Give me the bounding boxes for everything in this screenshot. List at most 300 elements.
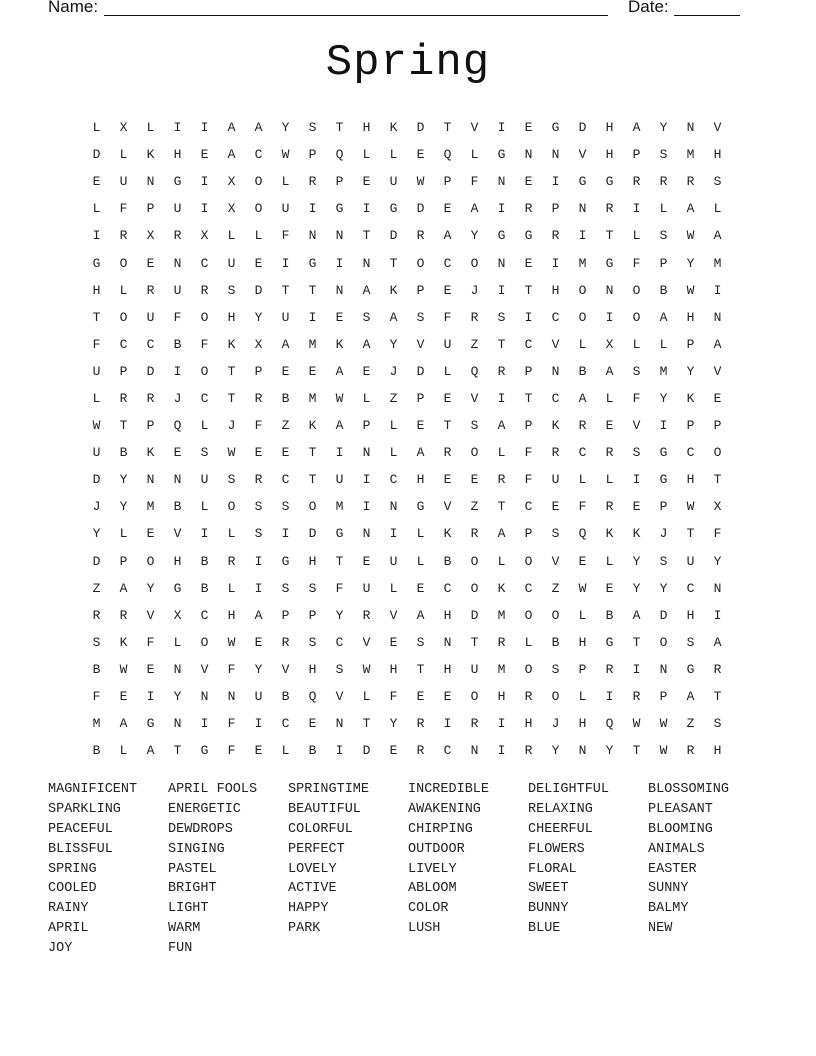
grid-cell: I — [335, 743, 344, 759]
grid-cell: R — [713, 661, 722, 677]
grid-cell: L — [119, 526, 128, 542]
grid-cell: L — [578, 336, 587, 352]
grid-cell: L — [119, 147, 128, 163]
grid-cell: R — [497, 472, 506, 488]
grid-cell: Y — [335, 607, 344, 623]
grid-cell: E — [605, 580, 614, 596]
grid-cell: H — [551, 282, 560, 298]
grid-cell: X — [227, 174, 236, 190]
grid-cell: O — [659, 634, 668, 650]
grid-cell: K — [686, 390, 695, 406]
grid-cell: R — [632, 174, 641, 190]
grid-cell: I — [362, 499, 371, 515]
grid-cell: X — [254, 336, 263, 352]
grid-cell: O — [632, 282, 641, 298]
grid-cell: K — [605, 526, 614, 542]
grid-cell: T — [686, 526, 695, 542]
grid-cell: P — [551, 201, 560, 217]
grid-cell: N — [389, 499, 398, 515]
grid-cell: N — [470, 743, 479, 759]
grid-cell: Y — [686, 255, 695, 271]
grid-cell: T — [632, 634, 641, 650]
grid-cell: A — [497, 418, 506, 434]
grid-cell: S — [713, 716, 722, 732]
grid-cell: P — [335, 174, 344, 190]
word-list-item: INCREDIBLE — [408, 782, 490, 797]
grid-cell: P — [686, 418, 695, 434]
grid-cell: N — [578, 743, 587, 759]
grid-cell: S — [308, 120, 317, 136]
grid-cell: T — [119, 418, 128, 434]
grid-cell: T — [713, 472, 722, 488]
grid-cell: H — [686, 607, 695, 623]
grid-cell: E — [200, 147, 209, 163]
grid-cell: O — [578, 282, 587, 298]
word-list-item: SPRINGTIME — [288, 782, 370, 797]
grid-cell: I — [254, 553, 263, 569]
grid-cell: I — [200, 526, 209, 542]
grid-cell: C — [200, 607, 209, 623]
grid-cell: Y — [146, 580, 155, 596]
grid-cell: B — [119, 445, 128, 461]
grid-cell: E — [443, 472, 452, 488]
grid-cell: N — [362, 526, 371, 542]
grid-cell: B — [578, 363, 587, 379]
grid-cell: S — [659, 553, 668, 569]
grid-cell: P — [281, 607, 290, 623]
grid-cell: V — [713, 120, 722, 136]
grid-cell: S — [470, 418, 479, 434]
grid-cell: T — [335, 120, 344, 136]
grid-cell: R — [524, 689, 533, 705]
grid-cell: W — [92, 418, 101, 434]
grid-cell: F — [227, 716, 236, 732]
grid-cell: N — [713, 309, 722, 325]
grid-cell: G — [389, 201, 398, 217]
grid-cell: R — [308, 174, 317, 190]
grid-cell: L — [227, 228, 236, 244]
grid-cell: L — [389, 580, 398, 596]
grid-cell: I — [497, 120, 506, 136]
grid-cell: R — [146, 282, 155, 298]
grid-cell: N — [335, 228, 344, 244]
grid-cell: A — [713, 228, 722, 244]
grid-cell: A — [686, 689, 695, 705]
word-list-item: LIGHT — [168, 901, 209, 917]
grid-cell: H — [713, 743, 722, 759]
grid-cell: K — [551, 418, 560, 434]
grid-cell: T — [443, 120, 452, 136]
grid-cell: O — [470, 553, 479, 569]
grid-cell: C — [578, 445, 587, 461]
grid-cell: L — [389, 445, 398, 461]
grid-cell: I — [443, 716, 452, 732]
grid-cell: T — [308, 445, 317, 461]
word-list-item: DEWDROPS — [168, 821, 233, 837]
grid-cell: P — [524, 363, 533, 379]
grid-cell: Q — [470, 363, 479, 379]
grid-cell: K — [308, 418, 317, 434]
date-label: Date: — [628, 0, 669, 16]
grid-cell: S — [632, 445, 641, 461]
grid-cell: T — [713, 689, 722, 705]
grid-cell: I — [362, 472, 371, 488]
grid-cell: D — [254, 282, 263, 298]
grid-cell: L — [119, 282, 128, 298]
worksheet-header — [48, 0, 748, 19]
grid-cell: Y — [119, 499, 128, 515]
grid-cell: N — [551, 147, 560, 163]
grid-cell: E — [389, 634, 398, 650]
grid-cell: Q — [173, 418, 182, 434]
grid-cell: J — [92, 499, 101, 515]
word-list-item: BLUE — [528, 921, 561, 937]
grid-cell: N — [173, 255, 182, 271]
word-list-item: APRIL FOOLS — [168, 782, 258, 797]
grid-cell: I — [632, 201, 641, 217]
grid-cell: F — [119, 201, 128, 217]
grid-cell: C — [443, 580, 452, 596]
grid-cell: W — [578, 580, 587, 596]
grid-cell: I — [362, 201, 371, 217]
grid-cell: N — [308, 228, 317, 244]
grid-cell: L — [659, 336, 668, 352]
grid-cell: H — [173, 553, 182, 569]
grid-cell: L — [497, 445, 506, 461]
grid-cell: E — [443, 390, 452, 406]
grid-cell: H — [713, 147, 722, 163]
grid-cell: M — [713, 255, 722, 271]
grid-cell: E — [281, 363, 290, 379]
grid-cell: O — [551, 689, 560, 705]
grid-cell: W — [686, 282, 695, 298]
grid-cell: O — [227, 499, 236, 515]
grid-cell: S — [362, 309, 371, 325]
grid-cell: K — [497, 580, 506, 596]
grid-cell: H — [362, 120, 371, 136]
grid-cell: C — [686, 580, 695, 596]
grid-cell: L — [92, 201, 101, 217]
grid-cell: B — [173, 499, 182, 515]
grid-cell: B — [551, 634, 560, 650]
grid-cell: E — [524, 174, 533, 190]
grid-cell: W — [659, 743, 668, 759]
grid-cell: A — [335, 363, 344, 379]
grid-cell: D — [416, 363, 425, 379]
grid-cell: G — [551, 120, 560, 136]
grid-cell: N — [362, 445, 371, 461]
grid-cell: E — [524, 120, 533, 136]
grid-cell: A — [146, 743, 155, 759]
grid-cell: O — [524, 607, 533, 623]
grid-cell: L — [173, 634, 182, 650]
grid-cell: Q — [308, 689, 317, 705]
grid-cell: B — [659, 282, 668, 298]
grid-cell: I — [200, 201, 209, 217]
grid-cell: U — [470, 661, 479, 677]
grid-cell: I — [173, 363, 182, 379]
name-label: Name: — [48, 0, 99, 16]
grid-cell: R — [470, 716, 479, 732]
grid-cell: E — [146, 255, 155, 271]
grid-cell: U — [281, 309, 290, 325]
name-field[interactable] — [104, 0, 608, 16]
grid-cell: Q — [578, 526, 587, 542]
grid-cell: G — [497, 228, 506, 244]
word-list-item: BLOOMING — [648, 821, 713, 837]
grid-cell: F — [632, 255, 641, 271]
grid-cell: E — [362, 363, 371, 379]
grid-cell: C — [254, 147, 263, 163]
grid-cell: L — [443, 363, 452, 379]
grid-cell: J — [659, 526, 668, 542]
grid-cell: R — [497, 363, 506, 379]
grid-cell: T — [524, 390, 533, 406]
grid-cell: T — [416, 661, 425, 677]
word-list-item: ANIMALS — [648, 841, 705, 857]
grid-cell: P — [416, 282, 425, 298]
grid-cell: W — [119, 661, 128, 677]
grid-cell: B — [200, 553, 209, 569]
grid-cell: X — [227, 201, 236, 217]
word-list-item: SPARKLING — [48, 801, 121, 817]
grid-cell: C — [551, 390, 560, 406]
grid-cell: H — [443, 607, 452, 623]
grid-cell: T — [605, 228, 614, 244]
grid-cell: V — [551, 336, 560, 352]
grid-cell: L — [92, 390, 101, 406]
grid-cell: E — [146, 661, 155, 677]
grid-cell: H — [578, 634, 587, 650]
grid-cell: A — [281, 336, 290, 352]
grid-cell: I — [713, 607, 722, 623]
grid-cell: F — [632, 390, 641, 406]
word-list-item: PASTEL — [168, 861, 217, 877]
grid-cell: S — [416, 309, 425, 325]
grid-cell: E — [605, 418, 614, 434]
grid-cell: A — [227, 120, 236, 136]
grid-cell: O — [551, 607, 560, 623]
grid-cell: X — [200, 228, 209, 244]
grid-cell: R — [92, 607, 101, 623]
grid-cell: L — [416, 526, 425, 542]
grid-cell: S — [659, 147, 668, 163]
grid-cell: R — [605, 445, 614, 461]
grid-cell: G — [605, 255, 614, 271]
grid-cell: B — [200, 580, 209, 596]
grid-cell: L — [362, 689, 371, 705]
word-list-item: BUNNY — [528, 901, 569, 917]
word-list-item: PLEASANT — [648, 801, 713, 817]
grid-cell: I — [146, 689, 155, 705]
grid-cell: N — [713, 580, 722, 596]
word-list-item: SUNNY — [648, 881, 689, 897]
grid-cell: W — [416, 174, 425, 190]
grid-cell: R — [416, 743, 425, 759]
grid-cell: L — [119, 743, 128, 759]
grid-cell: L — [497, 553, 506, 569]
grid-cell: T — [362, 228, 371, 244]
grid-cell: M — [659, 363, 668, 379]
grid-cell: V — [389, 607, 398, 623]
grid-cell: Y — [659, 390, 668, 406]
grid-cell: E — [335, 309, 344, 325]
grid-cell: F — [578, 499, 587, 515]
grid-cell: T — [227, 390, 236, 406]
grid-cell: B — [281, 689, 290, 705]
grid-cell: H — [605, 147, 614, 163]
grid-cell: I — [92, 228, 101, 244]
grid-cell: P — [362, 418, 371, 434]
date-field[interactable] — [674, 0, 740, 16]
grid-cell: A — [416, 445, 425, 461]
grid-cell: P — [146, 418, 155, 434]
word-list-item: FUN — [168, 941, 193, 957]
grid-cell: N — [227, 689, 236, 705]
word-list-item: EASTER — [648, 861, 697, 877]
word-list-item: AWAKENING — [408, 801, 481, 817]
grid-cell: E — [173, 445, 182, 461]
grid-cell: I — [254, 580, 263, 596]
grid-cell: W — [335, 390, 344, 406]
grid-cell: R — [605, 661, 614, 677]
grid-cell: P — [254, 363, 263, 379]
grid-cell: Z — [686, 716, 695, 732]
grid-cell: G — [173, 580, 182, 596]
grid-cell: N — [578, 201, 587, 217]
grid-cell: E — [281, 445, 290, 461]
grid-cell: T — [335, 553, 344, 569]
grid-cell: F — [173, 309, 182, 325]
grid-cell: O — [254, 174, 263, 190]
grid-cell: L — [200, 418, 209, 434]
grid-cell: A — [119, 716, 128, 732]
grid-cell: C — [551, 309, 560, 325]
grid-cell: Y — [173, 689, 182, 705]
grid-cell: G — [335, 201, 344, 217]
grid-cell: A — [254, 607, 263, 623]
word-list-item: RELAXING — [528, 801, 593, 817]
page-title: Spring — [325, 38, 491, 88]
grid-cell: D — [308, 526, 317, 542]
grid-cell: F — [227, 661, 236, 677]
grid-cell: R — [470, 526, 479, 542]
grid-cell: A — [119, 580, 128, 596]
grid-cell: L — [281, 743, 290, 759]
grid-cell: I — [335, 255, 344, 271]
grid-cell: M — [308, 390, 317, 406]
grid-cell: K — [335, 336, 344, 352]
grid-cell: D — [146, 363, 155, 379]
grid-cell: G — [524, 228, 533, 244]
grid-cell: A — [443, 228, 452, 244]
grid-cell: N — [146, 174, 155, 190]
grid-cell: X — [146, 228, 155, 244]
grid-cell: E — [416, 689, 425, 705]
grid-cell: O — [416, 255, 425, 271]
grid-cell: F — [713, 526, 722, 542]
grid-cell: G — [497, 147, 506, 163]
word-list-item: WARM — [168, 921, 201, 937]
grid-cell: E — [254, 255, 263, 271]
grid-cell: H — [443, 661, 452, 677]
grid-cell: O — [578, 309, 587, 325]
grid-cell: I — [200, 174, 209, 190]
grid-cell: E — [524, 255, 533, 271]
grid-cell: C — [389, 472, 398, 488]
grid-cell: K — [227, 336, 236, 352]
grid-cell: Z — [470, 336, 479, 352]
grid-cell: U — [335, 472, 344, 488]
grid-cell: K — [146, 445, 155, 461]
grid-cell: V — [416, 336, 425, 352]
grid-cell: G — [146, 716, 155, 732]
grid-cell: P — [119, 553, 128, 569]
grid-cell: S — [659, 228, 668, 244]
grid-cell: O — [524, 661, 533, 677]
word-list-item: SWEET — [528, 881, 569, 897]
grid-cell: F — [524, 472, 533, 488]
grid-cell: N — [173, 661, 182, 677]
grid-cell: I — [605, 689, 614, 705]
grid-cell: O — [200, 634, 209, 650]
grid-cell: K — [389, 282, 398, 298]
grid-cell: P — [524, 526, 533, 542]
grid-cell: S — [200, 445, 209, 461]
grid-cell: O — [146, 553, 155, 569]
grid-cell: I — [281, 526, 290, 542]
grid-cell: R — [686, 174, 695, 190]
grid-cell: E — [254, 634, 263, 650]
grid-cell: E — [254, 445, 263, 461]
grid-cell: J — [551, 716, 560, 732]
grid-cell: U — [227, 255, 236, 271]
grid-cell: N — [362, 255, 371, 271]
grid-cell: Y — [713, 553, 722, 569]
grid-cell: A — [713, 634, 722, 650]
grid-cell: R — [578, 418, 587, 434]
grid-cell: G — [686, 661, 695, 677]
grid-cell: N — [605, 282, 614, 298]
grid-cell: N — [173, 716, 182, 732]
grid-cell: E — [416, 418, 425, 434]
grid-cell: L — [578, 607, 587, 623]
grid-cell: R — [524, 743, 533, 759]
grid-cell: E — [308, 716, 317, 732]
grid-cell: I — [713, 282, 722, 298]
grid-cell: S — [92, 634, 101, 650]
grid-cell: T — [173, 743, 182, 759]
grid-cell: E — [146, 526, 155, 542]
grid-cell: R — [146, 390, 155, 406]
grid-cell: Q — [443, 147, 452, 163]
grid-cell: U — [389, 553, 398, 569]
grid-cell: T — [497, 499, 506, 515]
grid-cell: O — [119, 255, 128, 271]
word-list-item: BEAUTIFUL — [288, 801, 361, 817]
grid-cell: T — [308, 282, 317, 298]
grid-cell: A — [470, 201, 479, 217]
grid-cell: A — [497, 526, 506, 542]
grid-cell: I — [335, 445, 344, 461]
grid-cell: Z — [470, 499, 479, 515]
grid-cell: V — [362, 634, 371, 650]
grid-cell: L — [605, 553, 614, 569]
grid-cell: U — [92, 363, 101, 379]
grid-cell: Y — [632, 580, 641, 596]
grid-cell: S — [254, 526, 263, 542]
grid-cell: T — [92, 309, 101, 325]
